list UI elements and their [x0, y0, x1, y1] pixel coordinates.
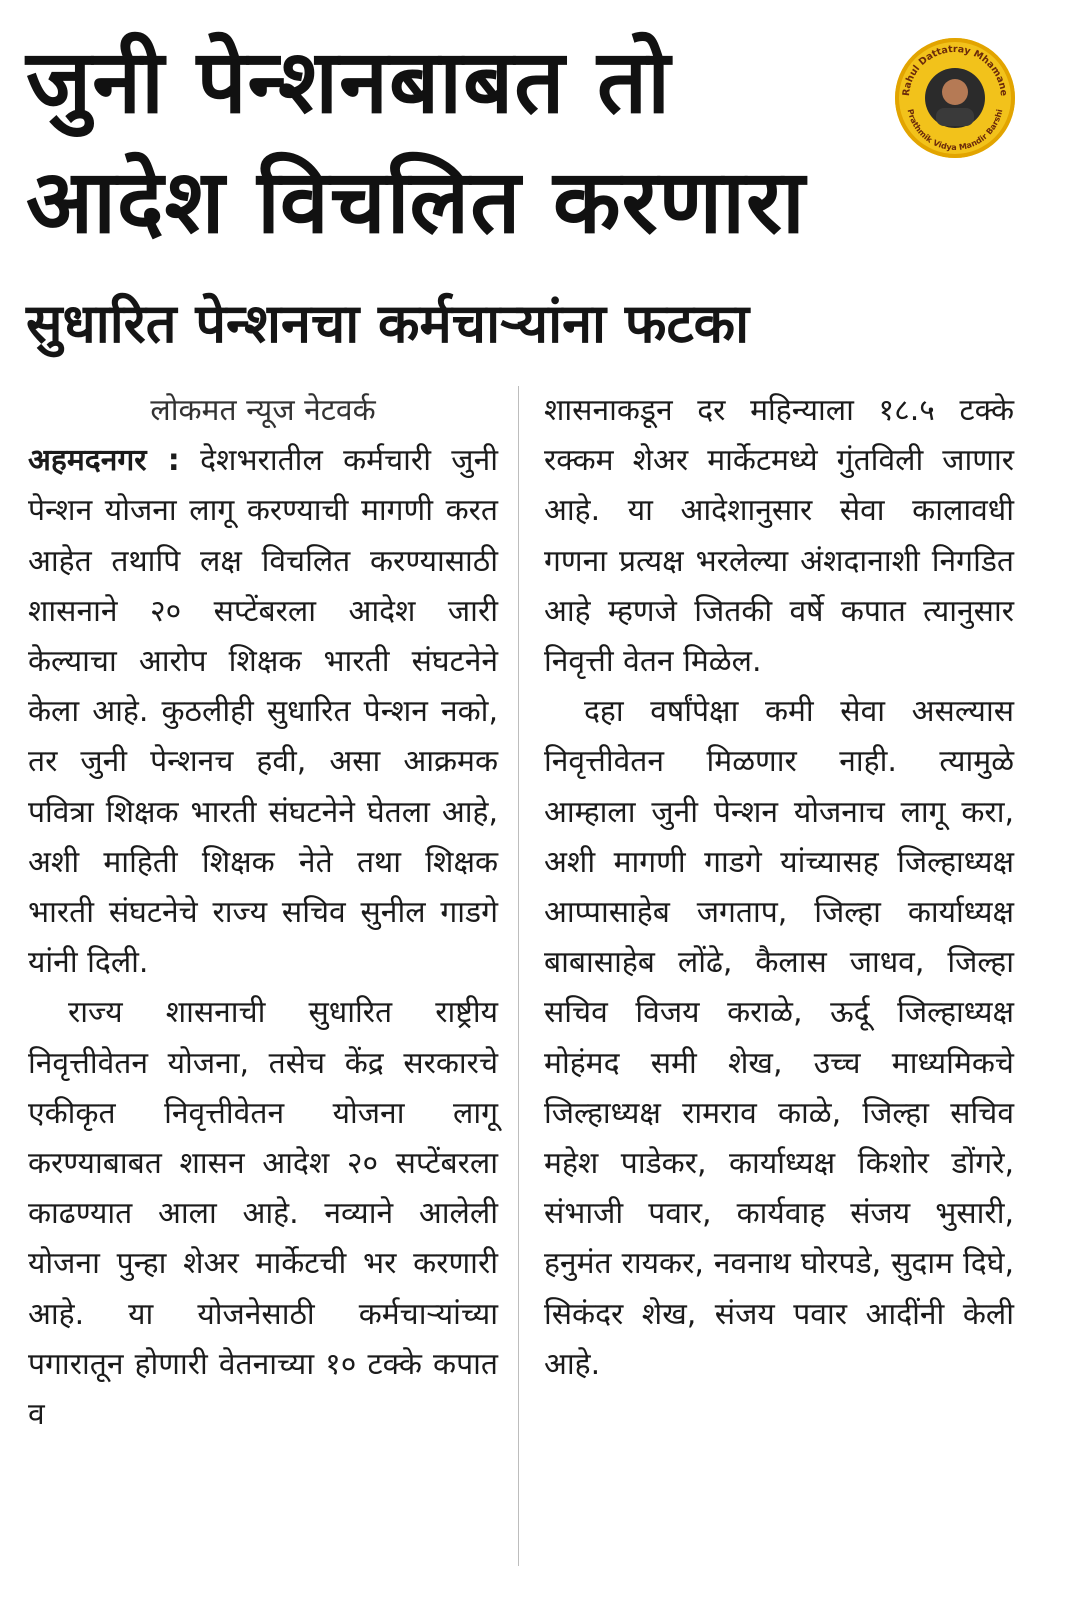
article-column-right	[544, 386, 1014, 1390]
paragraph-1	[28, 436, 498, 988]
paragraph-1-text: देशभरातील कर्मचारी जुनी पेन्शन योजना लागू करण्याची मागणी करत आहेत तथापि लक्ष विचलित करण्यासाठी शासनाने २० सप्टेंबरला आदेश जारी केल्याचा आरोप शिक्षक भारती संघटनेने केला आहे. कुठलीही सुधारित पेन्शन नको, तर जुनी पेन्शनच हवी, असा आक्रमक पवित्रा शिक्षक भारती संघटनेने घेतला आहे, अशी माहिती शिक्षक नेते तथा शिक्षक भारती संघटनेचे राज्य सचिव सुनील गाडगे यांनी दिली.	[28, 443, 498, 981]
headline	[26, 22, 926, 262]
portrait-body	[936, 108, 974, 126]
byline: लोकमत न्यूज नेटवर्क	[150, 393, 376, 428]
column-divider	[518, 386, 519, 1566]
badge-graphic	[895, 38, 1015, 158]
dateline: अहमदनगर :	[28, 443, 180, 479]
badge-school: Prathmik Vidya Mandir Barshi	[905, 108, 1005, 153]
article-column-left	[28, 386, 498, 1440]
headline-line-2: आदेश विचलित करणारा	[26, 150, 806, 253]
author-badge	[895, 38, 1015, 158]
paragraph-2: राज्य शासनाची सुधारित राष्ट्रीय निवृत्तीवेतन योजना, तसेच केंद्र सरकारचे एकीकृत निवृत्तीवेतन योजना लागू करण्याबाबत शासन आदेश २० सप्टेंबरला काढण्यात आला आहे. नव्याने आलेली योजना पुन्हा शेअर मार्केटची भर करणारी आहे. या योजनेसाठी कर्मचाऱ्यांच्या पगारातून होणारी वेतनाच्या १० टक्के कपात व	[28, 995, 498, 1433]
portrait-face	[942, 79, 968, 105]
paragraph-4: दहा वर्षांपेक्षा कमी सेवा असल्यास निवृत्तीवेतन मिळणार नाही. त्यामुळे आम्हाला जुनी पेन्शन योजनाच लागू करा, अशी मागणी गाडगे यांच्यासह जिल्हाध्यक्ष आप्पासाहेब जगताप, जिल्हा कार्याध्यक्ष बाबासाहेब लोंढे, कैलास जाधव, जिल्हा सचिव विजय कराळे, ऊर्दू जिल्हाध्यक्ष मोहंमद समी शेख, उच्च माध्यमिकचे जिल्हाध्यक्ष रामराव काळे, जिल्हा सचिव महेश पाडेकर, कार्याध्यक्ष किशोर डोंगरे, संभाजी पवार, कार्यवाह संजय भुसारी, हनुमंत रायकर, नवनाथ घोरपडे, सुदाम दिघे, सिकंदर शेख, संजय पवार आदींनी केली आहे.	[544, 694, 1014, 1382]
subheadline: सुधारित पेन्शनचा कर्मचाऱ्यांना फटका	[26, 292, 750, 355]
badge-name: Rahul Dattatray Mhamane	[900, 44, 1010, 97]
headline-line-1: जुनी पेन्शनबाबत तो	[26, 30, 672, 133]
paragraph-3: शासनाकडून दर महिन्याला १८.५ टक्के रक्कम शेअर मार्केटमध्ये गुंतविली जाणार आहे. या आदेशानुसार सेवा कालावधी गणना प्रत्यक्ष भरलेल्या अंशदानाशी निगडित आहे म्हणजे जितकी वर्षे कपात त्यानुसार निवृत्ती वेतन मिळेल.	[544, 393, 1014, 680]
